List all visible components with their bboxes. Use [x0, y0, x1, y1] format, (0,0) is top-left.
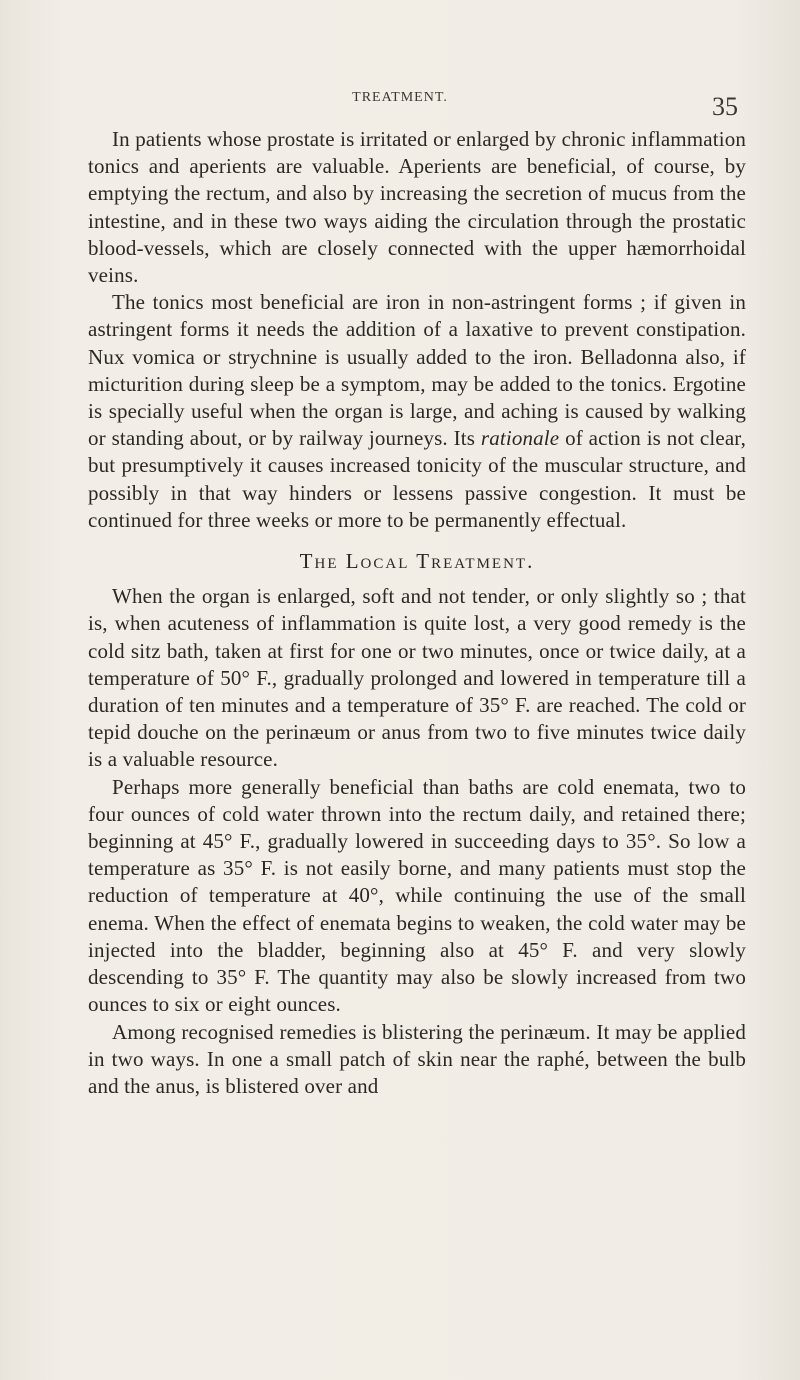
paragraph-enemata: Perhaps more generally beneficial than baths are cold enemata, two to four ounces of cold water thrown into the rectum daily, and retained there; beginning at 45° F., gradually lowered in succeeding days to 35°. So low a temperature as 35° F. is not easily borne, and many patients must stop the reduction of temperature at 40°, while continuing the use of the small enema. When the effect of enemata begins to weaken, the cold water may be injected into the bladder, beginning also at 45° F. and very slowly descending to 35° F. The quantity may also be slowly increased from two ounces to six or eight ounces.	[88, 774, 746, 1017]
italic-rationale: rationale	[480, 426, 560, 451]
tonics-text-start: The tonics most beneficial are iron in non-astringent forms ; if given in astringent forms it needs the addition of a laxative to prevent constipation. Nux vomica or strychnine is usually added to the iron. Belladonna also, if micturition during sleep be a symptom, may be added to the tonics. Ergotine is specially useful when the organ is large, and aching is caused by walking or standing about, or by railway journeys. Its	[88, 290, 746, 451]
page-header	[0, 90, 800, 120]
tonics-text-end: of action is not clear, but presumptively it causes increased tonicity of the muscular structure, and possibly in that way hinders or lessens passive congestion. It must be continued for three weeks or more to be permanently effectual.	[88, 426, 746, 532]
paragraph-sitz-bath: When the organ is enlarged, soft and not tender, or only slightly so ; that is, when acuteness of inflammation is quite lost, a very good remedy is the cold sitz bath, taken at first for one or two minutes, once or twice daily, at a temperature of 50° F., gradually prolonged and lowered in temperature till a duration of ten minutes and a temperature of 35° F. are reached. The cold or tepid douche on the perinæum or anus from two to five minutes twice daily is a valuable resource.	[88, 584, 746, 772]
running-head: TREATMENT.	[352, 90, 448, 105]
paragraph-tonics	[88, 289, 746, 534]
page-number: 35	[712, 92, 738, 121]
paragraph-blistering: Among recognised remedies is blistering the perinæum. It may be applied in two ways. In one a small patch of skin near the raphé, between the bulb and the anus, is blistered over and	[88, 1019, 746, 1098]
section-heading-local-treatment: The Local Treatment.	[299, 549, 535, 574]
paragraph-aperients: In patients whose prostate is irritated or enlarged by chronic inflammation tonics and aperients are valuable. Aperients are beneficial, of course, by emptying the rectum, and also by increasing the secretion of mucus from the intestine, and in these two ways aiding the circulation through the prostatic blood-vessels, which are closely connected with the upper hæmorrhoidal veins.	[88, 127, 746, 288]
body-text	[88, 126, 746, 1100]
